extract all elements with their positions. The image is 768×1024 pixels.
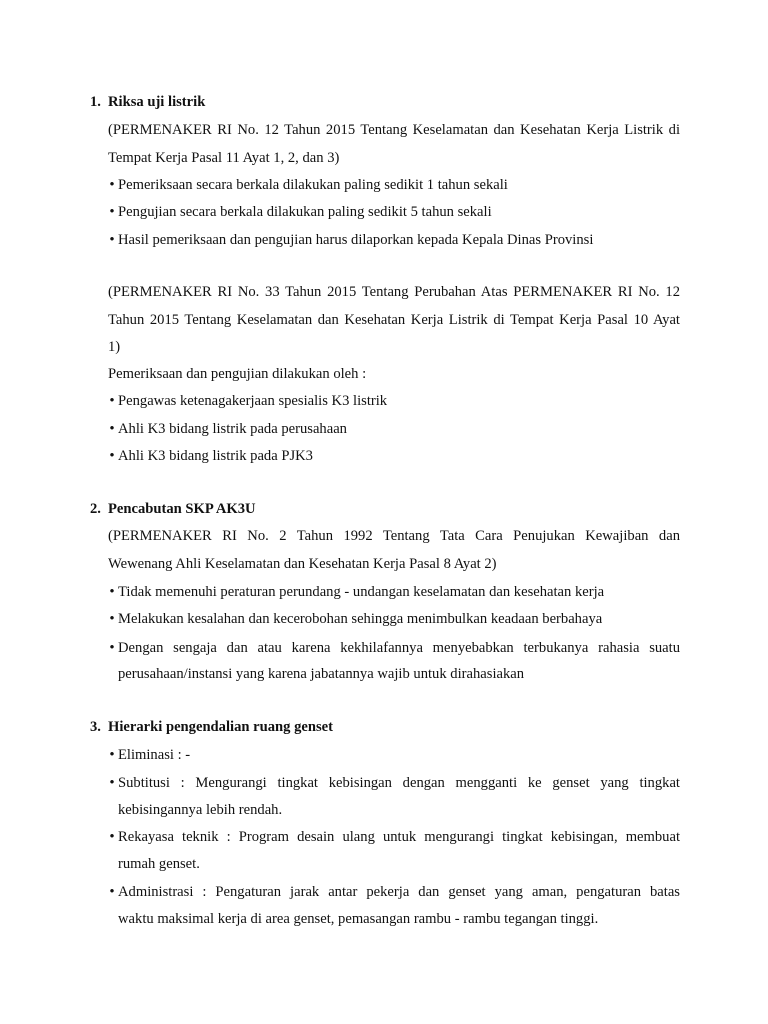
bullet-icon: •	[109, 584, 115, 600]
regulation-reference-line: (PERMENAKER RI No. 33 Tahun 2015 Tentang Perubahan Atas PERMENAKER RI No. 12	[108, 284, 680, 300]
regulation-reference-line: Wewenang Ahli Keselamatan dan Kesehatan Kerja Pasal 8 Ayat 2)	[108, 556, 497, 572]
list-item-text: Pemeriksaan secara berkala dilakukan paling sedikit 1 tahun sekali	[118, 177, 508, 193]
section-number: 3.	[90, 719, 101, 735]
list-item-text: Ahli K3 bidang listrik pada perusahaan	[118, 421, 347, 437]
list-item-text: Subtitusi : Mengurangi tingkat kebisingan dengan mengganti ke genset yang tingkat	[118, 775, 680, 791]
bullet-icon: •	[109, 421, 115, 437]
section-title: Hierarki pengendalian ruang genset	[108, 719, 333, 735]
section-title: Pencabutan SKP AK3U	[108, 501, 256, 517]
bullet-icon: •	[109, 640, 115, 656]
bullet-icon: •	[109, 829, 115, 845]
list-intro-text: Pemeriksaan dan pengujian dilakukan oleh :	[108, 366, 367, 382]
bullet-icon: •	[109, 204, 115, 220]
section-title: Riksa uji listrik	[108, 94, 206, 110]
bullet-icon: •	[109, 393, 115, 409]
bullet-icon: •	[109, 884, 115, 900]
bullet-icon: •	[109, 448, 115, 464]
list-item-text: Rekayasa teknik : Program desain ulang untuk mengurangi tingkat kebisingan, membuat	[118, 829, 680, 845]
list-item-text: Pengujian secara berkala dilakukan paling sedikit 5 tahun sekali	[118, 204, 492, 220]
bullet-icon: •	[109, 232, 115, 248]
list-item-text: Tidak memenuhi peraturan perundang - undangan keselamatan dan kesehatan kerja	[118, 584, 605, 600]
bullet-icon: •	[109, 747, 115, 763]
section-heading	[90, 718, 333, 736]
regulation-reference-line: (PERMENAKER RI No. 12 Tahun 2015 Tentang Keselamatan dan Kesehatan Kerja Listrik di	[108, 122, 680, 138]
bullet-icon: •	[109, 177, 115, 193]
list-item-text-continued: kebisingannya lebih rendah.	[118, 802, 283, 818]
list-item-text: Hasil pemeriksaan dan pengujian harus dilaporkan kepada Kepala Dinas Provinsi	[118, 232, 594, 248]
bullet-icon: •	[109, 775, 115, 791]
list-item-text: Ahli K3 bidang listrik pada PJK3	[118, 448, 313, 464]
section-number: 1.	[90, 94, 101, 110]
section-heading	[90, 93, 205, 111]
list-item-text: Pengawas ketenagakerjaan spesialis K3 listrik	[118, 393, 388, 409]
section-heading	[90, 500, 256, 518]
list-item-text: Eliminasi : -	[118, 747, 191, 763]
list-item-text-continued: waktu maksimal kerja di area genset, pemasangan rambu - rambu tegangan tinggi.	[118, 911, 599, 927]
list-item-text-continued: rumah genset.	[118, 856, 200, 872]
bullet-icon: •	[109, 611, 115, 627]
regulation-reference-line: Tahun 2015 Tentang Keselamatan dan Kesehatan Kerja Listrik di Tempat Kerja Pasal 10 Ayat	[108, 312, 680, 328]
list-item-text-continued: perusahaan/instansi yang karena jabatannya wajib untuk dirahasiakan	[118, 666, 525, 682]
regulation-reference-line: Tempat Kerja Pasal 11 Ayat 1, 2, dan 3)	[108, 150, 340, 166]
regulation-reference-line: (PERMENAKER RI No. 2 Tahun 1992 Tentang Tata Cara Penujukan Kewajiban dan	[108, 528, 680, 544]
list-item-text: Administrasi : Pengaturan jarak antar pekerja dan genset yang aman, pengaturan batas	[118, 884, 680, 900]
list-item-text: Melakukan kesalahan dan kecerobohan sehingga menimbulkan keadaan berbahaya	[118, 611, 603, 627]
section-number: 2.	[90, 501, 101, 517]
list-item-text: Dengan sengaja dan atau karena kekhilafannya menyebabkan terbukanya rahasia suatu	[118, 640, 680, 656]
regulation-reference-line: 1)	[108, 339, 121, 355]
